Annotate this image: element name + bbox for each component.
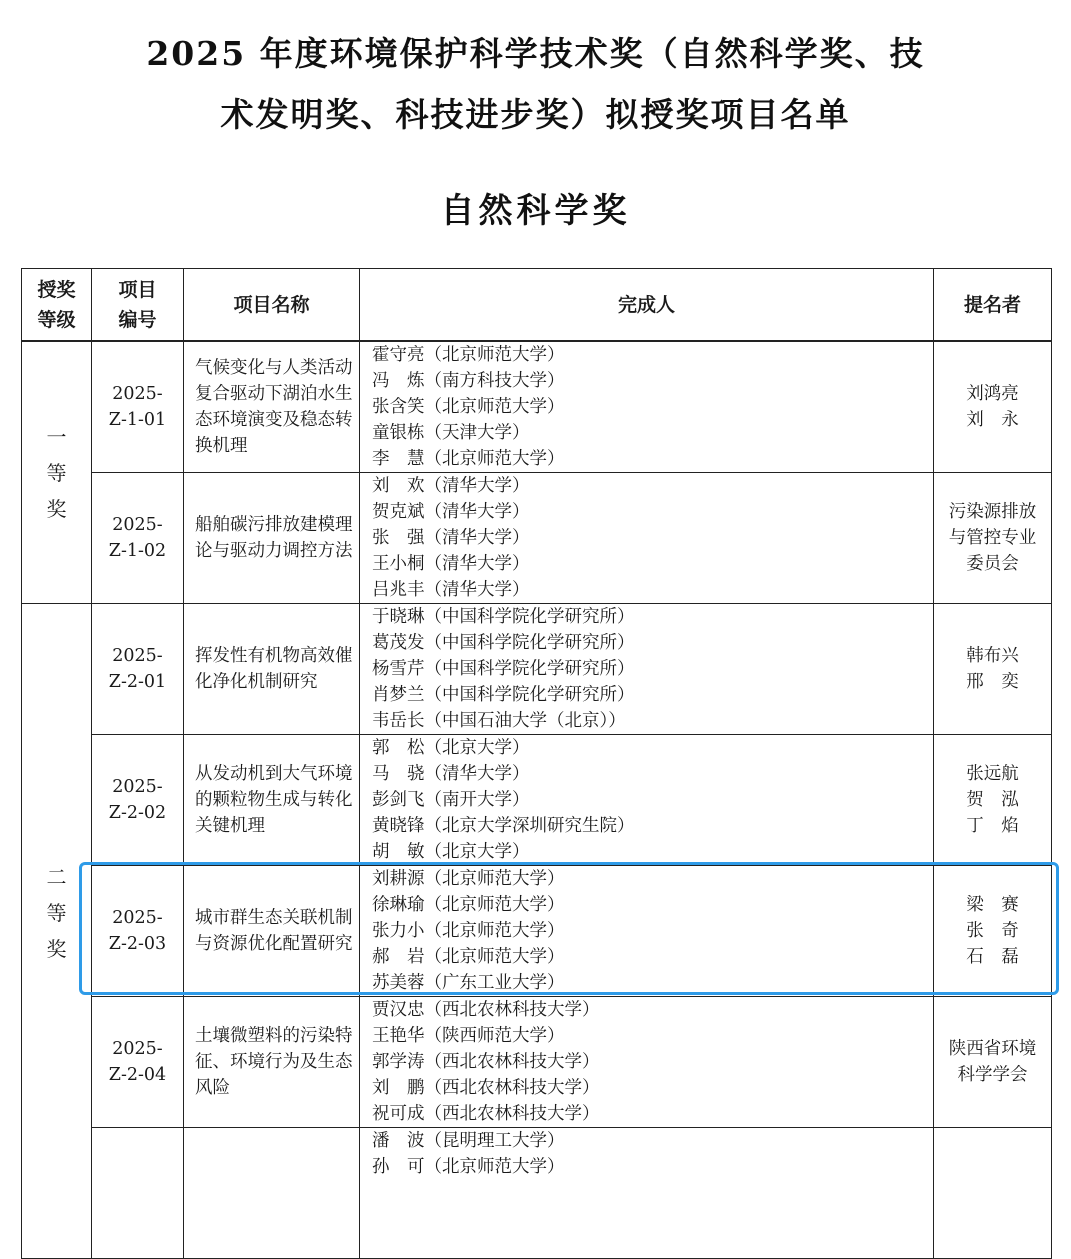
nominator-name: 梁 赛 [966,895,1019,915]
award-level-first [22,341,92,604]
nominator-cell [934,473,1052,604]
nominator-cell [934,997,1052,1128]
project-code [92,1128,184,1259]
nominator-name: 韩布兴 [966,646,1019,666]
table-row-partial [22,1128,1052,1259]
section-subtitle: 自然科学奖 [440,191,631,231]
project-code: 2025- Z-2-02 [92,735,184,866]
nominator-cell [934,341,1052,473]
award-level-second [22,604,92,1259]
nominator-cell [934,604,1052,735]
completer-entry: 彭剑飞（南开大学） [372,790,530,810]
nominator-name: 污染源排放与管控专业委员会 [948,502,1037,574]
completer-entry: 王小桐（清华大学） [372,554,530,574]
document-title-line-2: 术发明奖、科技进步奖）拟授奖项目名单 [220,95,851,134]
project-name: 船舶碳污排放建模理论与驱动力调控方法 [184,473,360,604]
completer-entry: 冯 炼（南方科技大学） [372,371,565,391]
nominator-name: 贺 泓 [966,790,1019,810]
nominator-cell [934,1128,1052,1259]
completer-entry: 韦岳长（中国石油大学（北京）） [372,711,626,731]
award-table [21,268,1052,1259]
completer-entry: 张 强（清华大学） [372,528,530,548]
project-name: 城市群生态关联机制与资源优化配置研究 [184,866,360,997]
nominator-name: 陕西省环境科学学会 [948,1039,1037,1085]
completer-entry: 郝 岩（北京师范大学） [372,947,565,967]
header-nominator: 提名者 [934,269,1052,342]
project-code: 2025- Z-2-03 [92,866,184,997]
completer-entry: 黄晓锋（北京大学深圳研究生院） [372,816,635,836]
completer-entry: 葛茂发（中国科学院化学研究所） [372,633,635,653]
nominator-name: 张远航 [966,764,1019,784]
table-row [22,473,1052,604]
project-code: 2025- Z-1-01 [92,341,184,473]
project-name: 土壤微塑料的污染特征、环境行为及生态风险 [184,997,360,1128]
project-name: 挥发性有机物高效催化净化机制研究 [184,604,360,735]
completers-list [360,735,934,866]
header-project-code: 项目 编号 [92,269,184,342]
nominator-name: 丁 焰 [966,816,1019,836]
table-row [22,604,1052,735]
completer-entry: 马 骁（清华大学） [372,764,530,784]
nominator-name: 石 磊 [966,947,1019,967]
nominator-name: 刘 永 [966,410,1019,430]
completer-entry: 潘 波（昆明理工大学） [372,1131,565,1151]
completer-entry: 李 慧（北京师范大学） [372,449,565,469]
completer-entry: 杨雪芹（中国科学院化学研究所） [372,659,635,679]
header-award-level: 授奖 等级 [22,269,92,342]
completers-list [360,997,934,1128]
project-name [184,1128,360,1259]
completer-entry: 胡 敏（北京大学） [372,842,530,862]
table-row [22,997,1052,1128]
nominator-cell [934,866,1052,997]
project-code: 2025- Z-2-01 [92,604,184,735]
table-header-row [22,269,1052,342]
completers-list [360,604,934,735]
completer-entry: 王艳华（陕西师范大学） [372,1026,565,1046]
completers-list [360,473,934,604]
project-code: 2025- Z-1-02 [92,473,184,604]
document-title-line-1: 2025 年度环境保护科学技术奖（自然科学奖、技 [146,34,925,73]
completer-entry: 张含笑（北京师范大学） [372,397,565,417]
completer-entry: 祝可成（西北农林科技大学） [372,1104,600,1124]
award-level-second-label: 二等奖 [46,865,67,961]
nominator-name: 张 奇 [966,921,1019,941]
header-project-name: 项目名称 [184,269,360,342]
completers-list [360,866,934,997]
nominator-cell [934,735,1052,866]
completer-entry: 刘 鹏（西北农林科技大学） [372,1078,600,1098]
completer-entry: 刘耕源（北京师范大学） [372,869,565,889]
project-name: 气候变化与人类活动复合驱动下湖泊水生态环境演变及稳态转换机理 [184,341,360,473]
completer-entry: 童银栋（天津大学） [372,423,530,443]
table-row-highlighted [22,866,1052,997]
project-name: 从发动机到大气环境的颗粒物生成与转化关键机理 [184,735,360,866]
table-row [22,341,1052,473]
completer-entry: 吕兆丰（清华大学） [372,580,530,600]
completers-list [360,341,934,473]
completers-list [360,1128,934,1259]
completer-entry: 刘 欢（清华大学） [372,476,530,496]
award-level-first-label: 一等奖 [46,424,67,521]
completer-entry: 郭学涛（西北农林科技大学） [372,1052,600,1072]
completer-entry: 徐琳瑜（北京师范大学） [372,895,565,915]
completer-entry: 郭 松（北京大学） [372,738,530,758]
completer-entry: 苏美蓉（广东工业大学） [372,973,565,993]
project-code: 2025- Z-2-04 [92,997,184,1128]
nominator-name: 邢 奕 [966,672,1019,692]
completer-entry: 贺克斌（清华大学） [372,502,530,522]
nominator-name: 刘鸿亮 [966,384,1019,404]
completer-entry: 霍守亮（北京师范大学） [372,345,565,365]
completer-entry: 肖梦兰（中国科学院化学研究所） [372,685,635,705]
table-row [22,735,1052,866]
completer-entry: 孙 可（北京师范大学） [372,1157,565,1177]
table-body [22,341,1052,1259]
completer-entry: 贾汉忠（西北农林科技大学） [372,1000,600,1020]
header-completers: 完成人 [360,269,934,342]
completer-entry: 张力小（北京师范大学） [372,921,565,941]
completer-entry: 于晓琳（中国科学院化学研究所） [372,607,635,627]
